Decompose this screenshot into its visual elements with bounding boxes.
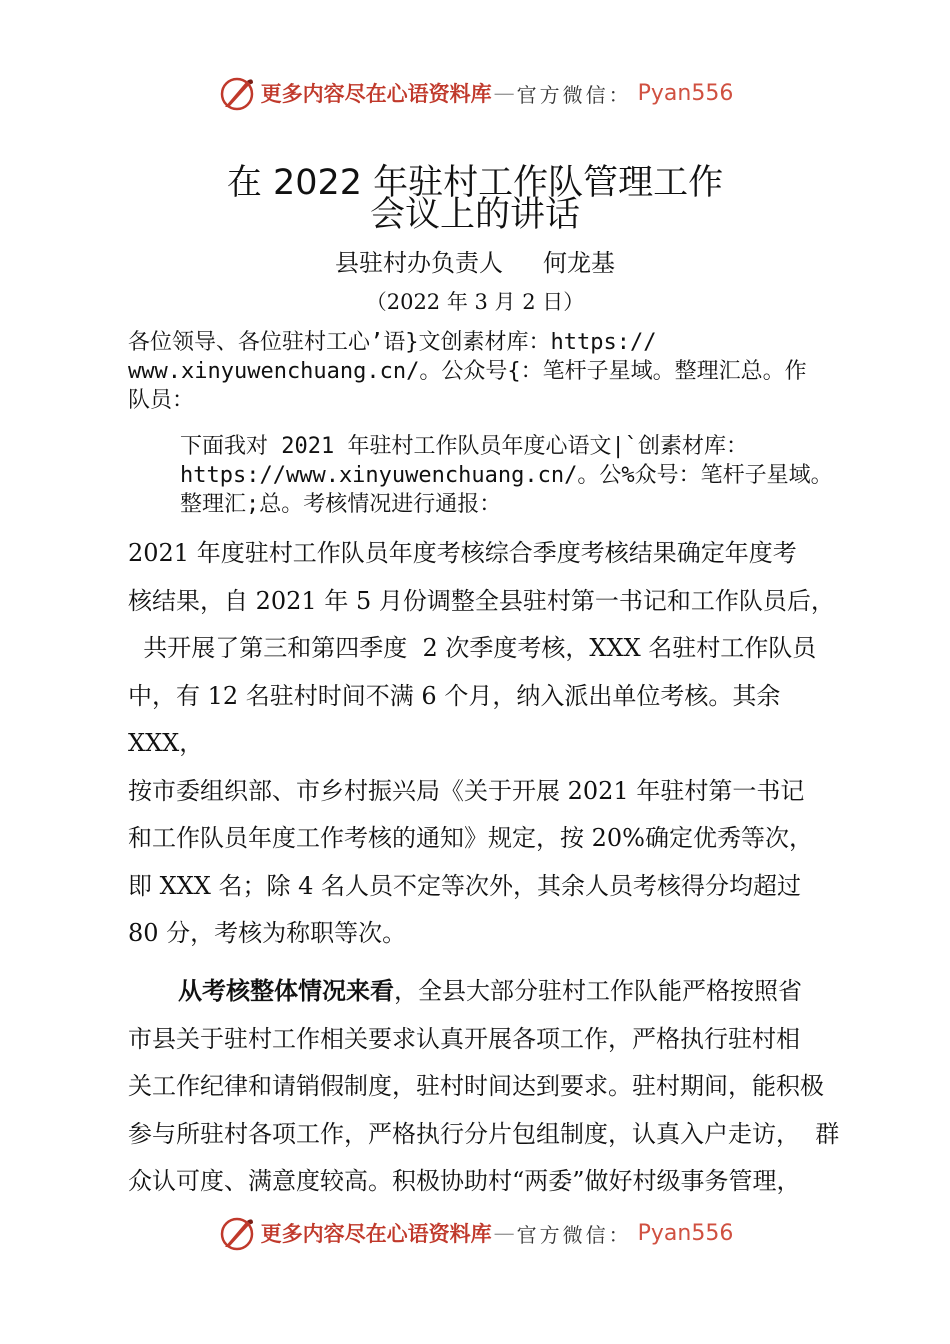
text-line: 和工作队员年度工作考核的通知》规定，按 20%确定优秀等次， [128,824,813,852]
text-line: 按市委组织部、市乡村振兴局《关于开展 2021 年驻村第一书记 [128,776,805,805]
header-banner [0,70,950,116]
banner-wechat-id: Pyan556 [637,80,734,106]
salutation-line: www.xinyuwenchuang.cn/。公众号{：笔杆子星域。整理汇总。作 [128,359,807,384]
text-line: 关工作纪律和请销假制度，驻村时间达到要求。驻村期间，能积极 [128,1072,824,1100]
document-title-line1: 在 2022 年驻村工作队管理工作 [226,163,724,203]
text-line: 80 分，考核为称职等次。 [128,919,407,947]
paragraph-assessment-results [128,530,848,958]
intro-line: https://www.xinyuwenchuang.cn/。公%众号：笔杆子星域。 [180,463,833,488]
quill-logo-icon [217,73,257,113]
banner-site-text: 更多内容尽在心语资料库 [260,81,492,106]
salutation-line: 队员： [128,388,195,413]
author-line [0,243,950,278]
quill-logo-icon [217,1213,257,1253]
banner-wechat-label: 官方微信： [516,82,632,107]
intro-paragraph [180,432,870,519]
banner-separator: — [493,81,515,105]
author-name: 何龙基 [543,249,615,277]
text-line [128,968,848,1016]
banner-site-text: 更多内容尽在心语资料库 [260,1221,492,1246]
text-fragment: ，全县大部分驻村工作队能严格按照省 [394,977,802,1005]
paragraph-overall-situation [128,968,848,1206]
banner-separator: — [493,1221,515,1245]
text-line: 市县关于驻村工作相关要求认真开展各项工作，严格执行驻村相 [128,1024,800,1053]
text-line: 即 XXX 名；除 4 名人员不定等次外，其余人员考核得分均超过 [128,871,802,900]
bold-lead-phrase: 从考核整体情况来看 [178,977,394,1005]
text-line: 参与所驻村各项工作，严格执行分片包组制度，认真入户走访， 群 [128,1119,840,1148]
document-title-line2: 会议上的讲话 [369,195,580,235]
text-line: XXX， [128,729,204,757]
text-line: 共开展了第三和第四季度 2 次季度考核，XXX 名驻村工作队员 [128,634,817,662]
footer-banner [0,1210,950,1256]
banner-wechat-id: Pyan556 [637,1220,734,1246]
intro-line: 整理汇;总。考核情况进行通报： [180,492,502,517]
salutation-line: 各位领导、各位驻村工心’语}文创素材库：https:// [128,330,657,355]
salutation [128,328,868,415]
speech-date: （2022 年 3 月 2 日） [365,290,585,314]
text-line: 中，有 12 名驻村时间不满 6 个月，纳入派出单位考核。其余 [128,681,781,710]
author-role: 县驻村办负责人 [335,249,503,277]
banner-wechat-label: 官方微信： [516,1222,632,1247]
text-line: 核结果，自 2021 年 5 月份调整全县驻村第一书记和工作队员后， [128,586,835,615]
intro-line: 下面我对 2021 年驻村工作队员年度心语文|`创素材库： [180,434,748,459]
text-line: 众认可度、满意度较高。积极协助村“两委”做好村级事务管理， [128,1167,801,1195]
text-line: 2021 年度驻村工作队员年度考核综合季度考核结果确定年度考 [128,539,797,567]
